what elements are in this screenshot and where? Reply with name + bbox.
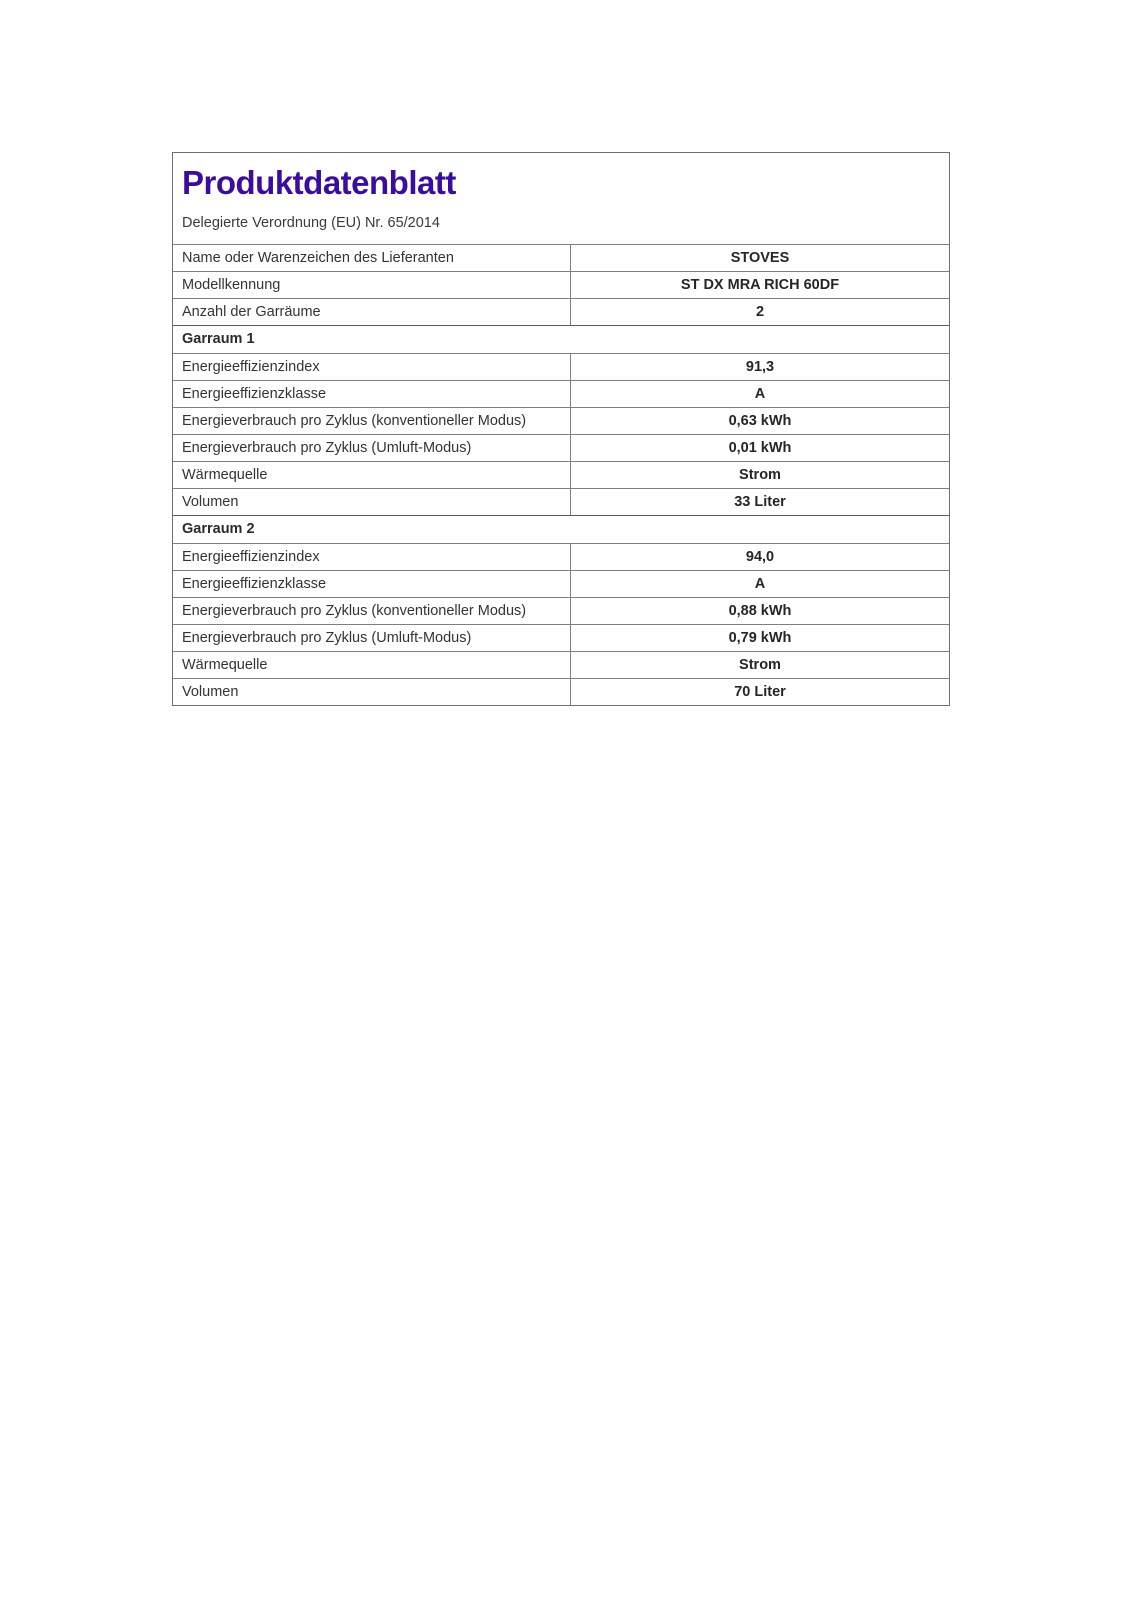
row-label: Energieverbrauch pro Zyklus (Umluft-Modus) bbox=[173, 435, 571, 461]
row-label: Volumen bbox=[173, 679, 571, 705]
row-value: Strom bbox=[739, 466, 781, 483]
row-value: 0,63 kWh bbox=[728, 412, 792, 429]
row-label: Energieeffizienzklasse bbox=[173, 571, 571, 597]
row-label: Anzahl der Garräume bbox=[173, 299, 571, 325]
row-value: 94,0 bbox=[745, 548, 775, 565]
regulation-subtitle: Delegierte Verordnung (EU) Nr. 65/2014 bbox=[182, 214, 440, 231]
table-row-volume-1 bbox=[173, 488, 949, 515]
row-label: Energieeffizienzindex bbox=[173, 354, 571, 380]
row-value: A bbox=[754, 385, 766, 402]
section-label: Garraum 2 bbox=[182, 521, 255, 538]
section-row-garraum-2 bbox=[173, 515, 949, 543]
row-value: 0,01 kWh bbox=[728, 439, 792, 456]
table-row-class-1 bbox=[173, 380, 949, 407]
row-value: 33 Liter bbox=[734, 493, 786, 510]
row-label: Name oder Warenzeichen des Lieferanten bbox=[173, 245, 571, 271]
doc-header bbox=[173, 153, 949, 244]
table-row-fan-2 bbox=[173, 624, 949, 651]
table-row-eei-2 bbox=[173, 543, 949, 570]
table-row-fan-1 bbox=[173, 434, 949, 461]
spec-table bbox=[173, 244, 949, 705]
row-value: 0,79 kWh bbox=[728, 629, 792, 646]
table-row-conventional-2 bbox=[173, 597, 949, 624]
row-value: Strom bbox=[739, 656, 781, 673]
row-value: STOVES bbox=[730, 249, 790, 266]
row-value: 0,88 kWh bbox=[728, 602, 792, 619]
row-label: Wärmequelle bbox=[173, 652, 571, 678]
table-row-conventional-1 bbox=[173, 407, 949, 434]
page-title: Produktdatenblatt bbox=[182, 164, 456, 201]
section-row-garraum-1 bbox=[173, 325, 949, 353]
product-datasheet bbox=[172, 152, 950, 706]
table-row-cavity-count bbox=[173, 298, 949, 325]
row-label: Energieverbrauch pro Zyklus (konventioneller Modus) bbox=[173, 598, 571, 624]
row-label: Volumen bbox=[173, 489, 571, 515]
row-label: Energieeffizienzklasse bbox=[173, 381, 571, 407]
table-row-eei-1 bbox=[173, 353, 949, 380]
table-row-heatsource-1 bbox=[173, 461, 949, 488]
table-row-heatsource-2 bbox=[173, 651, 949, 678]
row-value: 91,3 bbox=[745, 358, 775, 375]
row-value: 70 Liter bbox=[734, 683, 786, 700]
section-label: Garraum 1 bbox=[182, 331, 255, 348]
table-row-class-2 bbox=[173, 570, 949, 597]
row-value: ST DX MRA RICH 60DF bbox=[680, 276, 840, 293]
row-label: Wärmequelle bbox=[173, 462, 571, 488]
row-label: Modellkennung bbox=[173, 272, 571, 298]
row-value: A bbox=[754, 575, 766, 592]
table-row-supplier bbox=[173, 244, 949, 271]
row-value: 2 bbox=[755, 303, 765, 320]
row-label: Energieverbrauch pro Zyklus (Umluft-Modus) bbox=[173, 625, 571, 651]
row-label: Energieverbrauch pro Zyklus (konventioneller Modus) bbox=[173, 408, 571, 434]
table-row-model bbox=[173, 271, 949, 298]
table-row-volume-2 bbox=[173, 678, 949, 705]
row-label: Energieeffizienzindex bbox=[173, 544, 571, 570]
